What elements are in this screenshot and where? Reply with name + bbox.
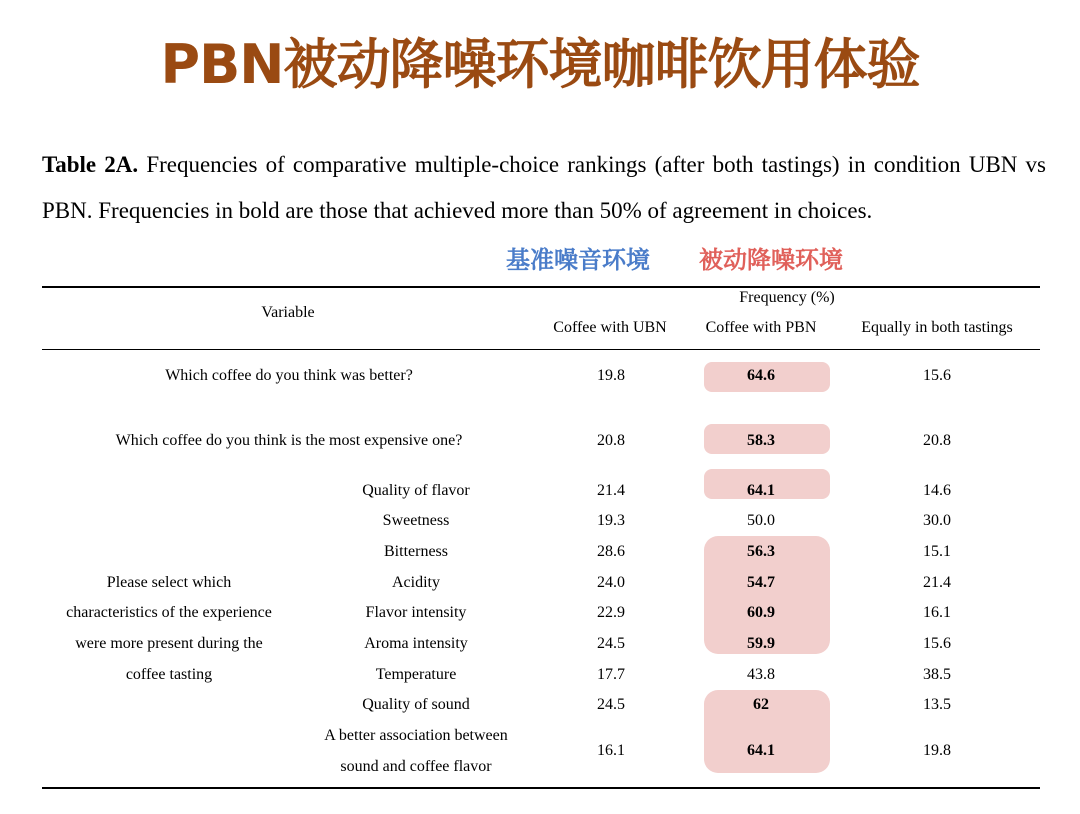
characteristic-label: Bitterness [384, 543, 448, 560]
cell-equal: 14.6 [923, 482, 951, 499]
characteristic-label: Quality of sound [362, 696, 470, 713]
cell-ubn: 21.4 [597, 482, 625, 499]
cell-pbn: 54.7 [747, 574, 775, 591]
header-col-equal: Equally in both tastings [861, 319, 1013, 336]
cell-ubn: 19.3 [597, 512, 625, 529]
characteristic-label: Sweetness [382, 512, 450, 529]
caption-label: Table 2A. [42, 152, 139, 177]
table-top-rule [42, 286, 1040, 288]
cell-pbn: 60.9 [747, 604, 775, 621]
cell-pbn: 56.3 [747, 543, 775, 560]
pbn-annotation: 被动降噪环境 [699, 246, 843, 274]
header-col-ubn: Coffee with UBN [553, 319, 667, 336]
group-label-line: coffee tasting [125, 666, 213, 683]
table-bottom-rule [42, 787, 1040, 789]
cell-equal: 38.5 [923, 666, 951, 683]
cell-equal: 21.4 [923, 574, 951, 591]
characteristic-label-line2: sound and coffee flavor [340, 758, 492, 775]
characteristic-label: Aroma intensity [364, 635, 468, 652]
cell-equal: 15.1 [923, 543, 951, 560]
cell-equal: 13.5 [923, 696, 951, 713]
cell-ubn: 22.9 [597, 604, 625, 621]
cell-ubn: 17.7 [597, 666, 625, 683]
cell-equal: 16.1 [923, 604, 951, 621]
cell-pbn: 43.8 [747, 666, 775, 683]
group-label-line: were more present during the [75, 635, 263, 652]
cell-ubn: 28.6 [597, 543, 625, 560]
cell-ubn: 24.5 [597, 635, 625, 652]
slide-title: PBN被动降噪环境咖啡饮用体验 [160, 33, 920, 96]
caption-text: Frequencies of comparative multiple-choice rankings (after both tastings) in condition UBN vs PBN. Frequencies in bold are those that achieved more than 50% of agreement in choices. [42, 152, 1047, 223]
header-frequency: Frequency (%) [739, 289, 835, 306]
row-label: Which coffee do you think is the most expensive one? [115, 432, 463, 449]
cell-equal: 15.6 [923, 367, 951, 384]
ubn-annotation: 基准噪音环境 [506, 246, 650, 274]
cell-pbn: 64.1 [747, 742, 775, 759]
cell-pbn: 62 [753, 696, 769, 713]
cell-ubn: 24.0 [597, 574, 625, 591]
table-caption [42, 142, 1046, 234]
cell-ubn: 20.8 [597, 432, 625, 449]
group-label-line: characteristics of the experience [66, 604, 272, 621]
cell-equal: 30.0 [923, 512, 951, 529]
header-col-pbn: Coffee with PBN [705, 319, 817, 336]
header-variable: Variable [261, 304, 315, 321]
table-header-rule [42, 349, 1040, 350]
cell-pbn: 58.3 [747, 432, 775, 449]
characteristic-label: Quality of flavor [362, 482, 470, 499]
cell-ubn: 24.5 [597, 696, 625, 713]
cell-ubn: 19.8 [597, 367, 625, 384]
cell-pbn: 64.1 [747, 482, 775, 499]
characteristic-label: Temperature [375, 666, 457, 683]
cell-equal: 20.8 [923, 432, 951, 449]
cell-ubn: 16.1 [597, 742, 625, 759]
cell-equal: 19.8 [923, 742, 951, 759]
cell-pbn: 59.9 [747, 635, 775, 652]
cell-equal: 15.6 [923, 635, 951, 652]
cell-pbn: 50.0 [747, 512, 775, 529]
characteristic-label: Flavor intensity [365, 604, 467, 621]
characteristic-label-line1: A better association between [324, 727, 508, 744]
characteristic-label: Acidity [392, 574, 440, 591]
group-label-line: Please select which [106, 574, 232, 591]
cell-pbn: 64.6 [747, 367, 775, 384]
row-label: Which coffee do you think was better? [165, 367, 413, 384]
